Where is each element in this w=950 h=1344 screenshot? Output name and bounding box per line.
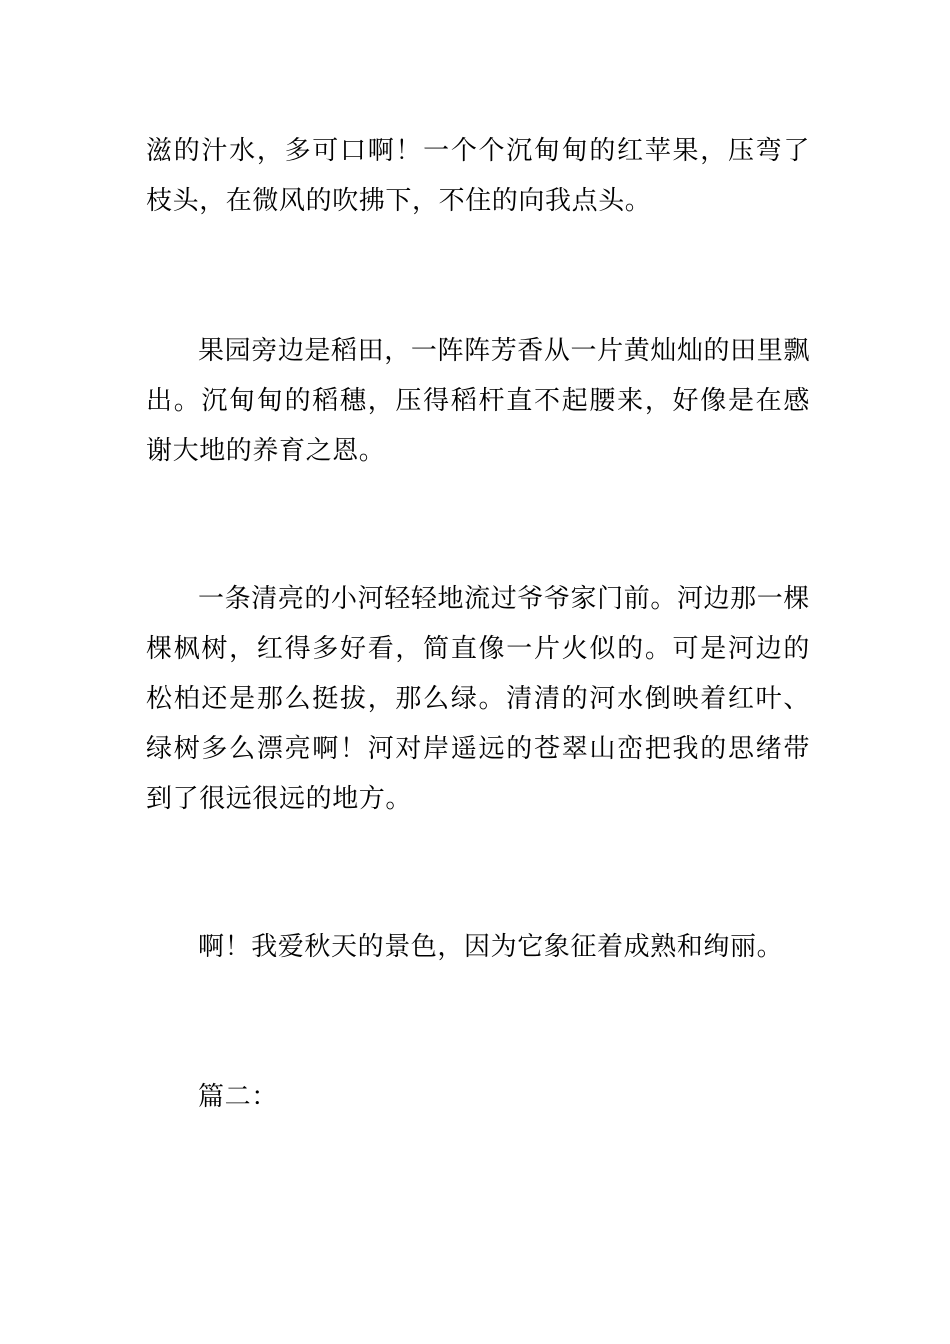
paragraph-river: 一条清亮的小河轻轻地流过爷爷家门前。河边那一棵棵枫树，红得多好看，简直像一片火似的。可是河边的松柏还是那么挺拔，那么绿。清清的河水倒映着红叶、绿树多么漂亮啊！河对岸遥远的苍翠山峦把我的思绪带到了很远很远的地方。 [146, 584, 810, 814]
paragraph-continued: 滋的汁水，多可口啊！一个个沉甸甸的红苹果，压弯了枝头，在微风的吹拂下，不住的向我点头。 [146, 136, 810, 216]
section-heading: 篇二： [198, 1082, 278, 1112]
paragraph-rice-field: 果园旁边是稻田，一阵阵芳香从一片黄灿灿的田里飘出。沉甸甸的稻穗，压得稻杆直不起腰来，好像是在感谢大地的养育之恩。 [146, 336, 810, 466]
paragraph-closing: 啊！我爱秋天的景色，因为它象征着成熟和绚丽。 [198, 932, 784, 962]
